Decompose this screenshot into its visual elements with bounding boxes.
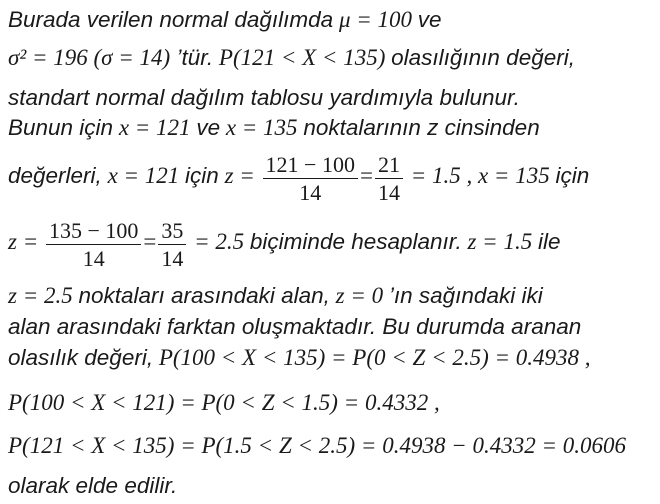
math-segment: x = 121 — [113, 115, 197, 140]
fraction — [46, 218, 141, 273]
math-segment: μ = 100 — [333, 7, 418, 32]
text-segment: alan arasındaki farktan oluşmaktadır. Bu durumda aranan — [8, 314, 582, 339]
math-segment: z = 0 — [329, 283, 389, 308]
math-segment: P(100 < X < 121) = P(0 < Z < 1.5) = 0.4332 , — [8, 390, 440, 415]
math-segment: z = — [218, 163, 261, 188]
fraction-denominator: 14 — [46, 244, 141, 273]
fraction-numerator: 21 — [377, 151, 400, 177]
text-segment: için — [185, 163, 219, 188]
math-segment: = 2.5 — [188, 229, 250, 254]
line-1 — [8, 6, 442, 37]
fraction-denominator: 14 — [158, 244, 186, 273]
text-segment: ve — [417, 7, 442, 32]
text-segment: ve — [196, 115, 221, 140]
fraction-denominator: 14 — [375, 178, 403, 207]
math-segment: P(121 < X < 135) — [213, 45, 392, 70]
line-12 — [8, 472, 177, 503]
math-segment: z = — [8, 229, 44, 254]
line-11 — [8, 432, 626, 463]
line-4 — [8, 114, 540, 145]
text-segment: olarak elde edilir. — [8, 473, 178, 498]
math-segment: σ² = 196 (σ = 14) — [8, 45, 171, 70]
math-segment: x = 121 — [101, 163, 186, 188]
math-segment: z = 2.5 — [8, 283, 79, 308]
fraction-denominator: 14 — [263, 178, 358, 207]
text-segment: biçiminde hesaplanır. — [249, 229, 462, 254]
line-8 — [8, 313, 581, 344]
line-7 — [8, 282, 543, 313]
line-10 — [8, 389, 440, 420]
fraction-numerator: 121 − 100 — [265, 151, 355, 177]
line-5: değerleri, x = 121 için z = $\frac{121 - 100}{14}$ = $\frac{21}{14}$ = 1.5 , x = 135 için — [8, 151, 590, 205]
text-segment: ’tür. — [170, 45, 214, 70]
text-segment: olasılık değeri, — [8, 345, 154, 370]
line-3 — [8, 84, 520, 115]
math-segment: z = 1.5 — [461, 229, 538, 254]
text-segment: Bunun için — [8, 115, 114, 140]
math-segment: = 1.5 , x = 135 — [404, 163, 556, 188]
text-segment: noktaları arasındaki alan, — [78, 283, 330, 308]
fraction — [263, 152, 358, 207]
fraction — [158, 218, 186, 273]
line-2 — [8, 44, 575, 75]
text-segment: Burada verilen normal dağılımda — [8, 7, 334, 32]
line-9 — [8, 344, 591, 375]
text-segment: ile — [537, 229, 561, 254]
math-segment: P(100 < X < 135) = P(0 < Z < 2.5) = 0.4938 , — [153, 345, 591, 370]
math-segment: P(121 < X < 135) = P(1.5 < Z < 2.5) = 0.4938 − 0.4332 = 0.0606 — [8, 433, 626, 458]
math-segment: x = 135 — [220, 115, 304, 140]
text-segment: olasılığının değeri, — [391, 45, 575, 70]
fraction-numerator: 35 — [161, 217, 184, 243]
text-segment: ’ın sağındaki iki — [388, 283, 543, 308]
line-6: z = $\frac{135 - 100}{14}$ = $\frac{35}{14}$ = 2.5 biçiminde hesaplanır. z = 1.5 ile — [8, 217, 561, 271]
text-segment: değerleri, — [8, 163, 102, 188]
text-segment: standart normal dağılım tablosu yardımıyla bulunur. — [8, 85, 520, 110]
text-segment: noktalarının z cinsinden — [303, 115, 540, 140]
fraction — [375, 152, 403, 207]
text-segment: için — [555, 163, 590, 188]
fraction-numerator: 135 − 100 — [48, 217, 139, 243]
